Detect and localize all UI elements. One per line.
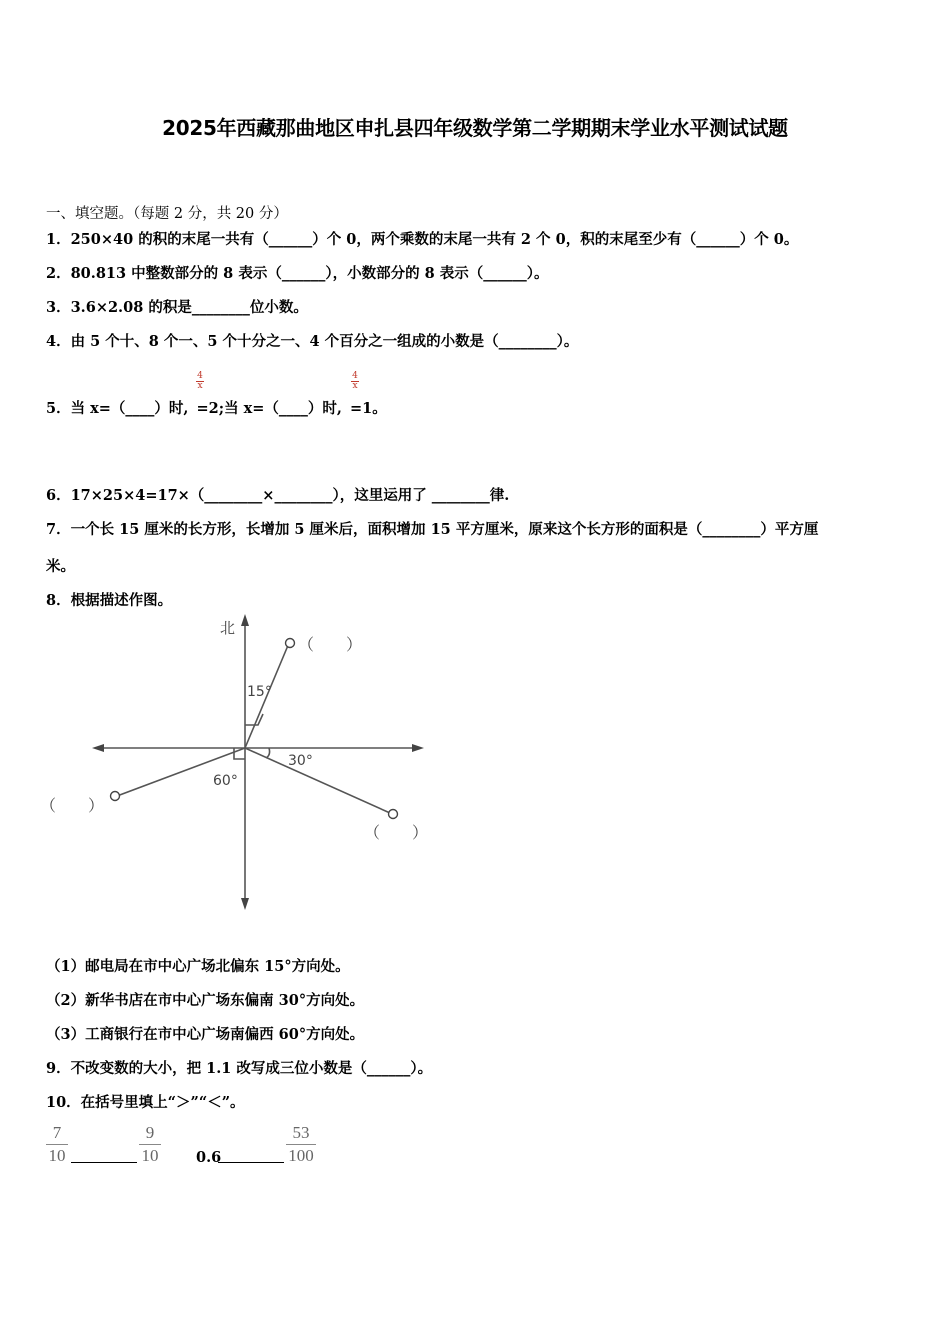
question-10: 10．在括号里填上“＞”“＜”。 xyxy=(46,1094,245,1111)
decimal-0-6: 0.6 xyxy=(196,1149,222,1166)
frac-numerator: 53 xyxy=(292,1123,310,1142)
frac-denominator: 100 xyxy=(288,1146,314,1165)
question-4: 4．由 5 个十、8 个一、5 个十分之一、4 个百分之一组成的小数是（________）。 xyxy=(46,333,579,350)
q5-part2: =2;当 x=（____）时, xyxy=(196,400,342,417)
question-9: 9．不改变数的大小，把 1.1 改写成三位小数是（______）。 xyxy=(46,1060,433,1077)
question-8: 8．根据描述作图。 xyxy=(46,592,173,609)
frac-numerator: 7 xyxy=(52,1123,62,1142)
frac-denominator: 10 xyxy=(48,1146,66,1165)
question-1: 1．250×40 的积的末尾一共有（______）个 0，两个乘数的末尾一共有 2 个 0，积的末尾至少有（______）个 0。 xyxy=(46,231,799,248)
frac-numerator: 9 xyxy=(145,1123,155,1142)
q5-fraction-2 xyxy=(351,372,359,391)
bookstore-point xyxy=(389,810,398,819)
post-office-blank: （ ） xyxy=(298,635,363,654)
compare-blank-2[interactable] xyxy=(218,1162,284,1163)
bank-blank: （ ） xyxy=(40,796,105,815)
bookstore-blank: （ ） xyxy=(364,823,429,842)
q5-frac1-num: 4 xyxy=(197,371,203,381)
question-7-line-2: 米。 xyxy=(46,558,75,575)
direction-diagram xyxy=(40,612,450,917)
question-7-line-1: 7．一个长 15 厘米的长方形，长增加 5 厘米后，面积增加 15 平方厘米，原来这个长方形的面积是（________）平方厘 xyxy=(46,521,819,538)
angle-30-label: 30° xyxy=(288,753,313,769)
fraction-9-10 xyxy=(139,1123,161,1166)
page-title: 2025年西藏那曲地区申扎县四年级数学第二学期期末学业水平测试试题 xyxy=(162,116,788,140)
south-arrowhead xyxy=(241,898,249,910)
question-5 xyxy=(46,397,387,418)
compare-blank-1[interactable] xyxy=(71,1162,137,1163)
angle-60-label: 60° xyxy=(213,773,238,789)
question-8-item-2: （2）新华书店在市中心广场东偏南 30°方向处。 xyxy=(46,992,365,1009)
bank-point xyxy=(111,792,120,801)
post-office-point xyxy=(286,639,295,648)
q5-part1: 5．当 x=（____）时, xyxy=(46,400,189,417)
question-6: 6．17×25×4=17×（________×________），这里运用了 ________律. xyxy=(46,487,510,504)
q5-part3: =1。 xyxy=(349,400,387,417)
west-arrowhead xyxy=(92,744,104,752)
north-label: 北 xyxy=(220,619,236,637)
angle-15-label: 15° xyxy=(247,684,272,700)
north-arrowhead xyxy=(241,614,249,626)
east-arrowhead xyxy=(412,744,424,752)
section-heading: 一、填空题。（每题 2 分，共 20 分） xyxy=(46,206,288,222)
fraction-53-100 xyxy=(286,1123,316,1166)
question-2: 2．80.813 中整数部分的 8 表示（______），小数部分的 8 表示（______）。 xyxy=(46,265,549,282)
fraction-7-10 xyxy=(46,1123,68,1166)
q5-frac1-den: x xyxy=(197,381,203,391)
question-8-item-1: （1）邮电局在市中心广场北偏东 15°方向处。 xyxy=(46,958,350,975)
q5-frac2-num: 4 xyxy=(352,371,358,381)
question-3: 3．3.6×2.08 的积是________位小数。 xyxy=(46,299,308,316)
q5-fraction-1 xyxy=(196,372,204,391)
q5-frac2-den: x xyxy=(352,381,358,391)
frac-denominator: 10 xyxy=(141,1146,159,1165)
question-8-item-3: （3）工商银行在市中心广场南偏西 60°方向处。 xyxy=(46,1026,365,1043)
